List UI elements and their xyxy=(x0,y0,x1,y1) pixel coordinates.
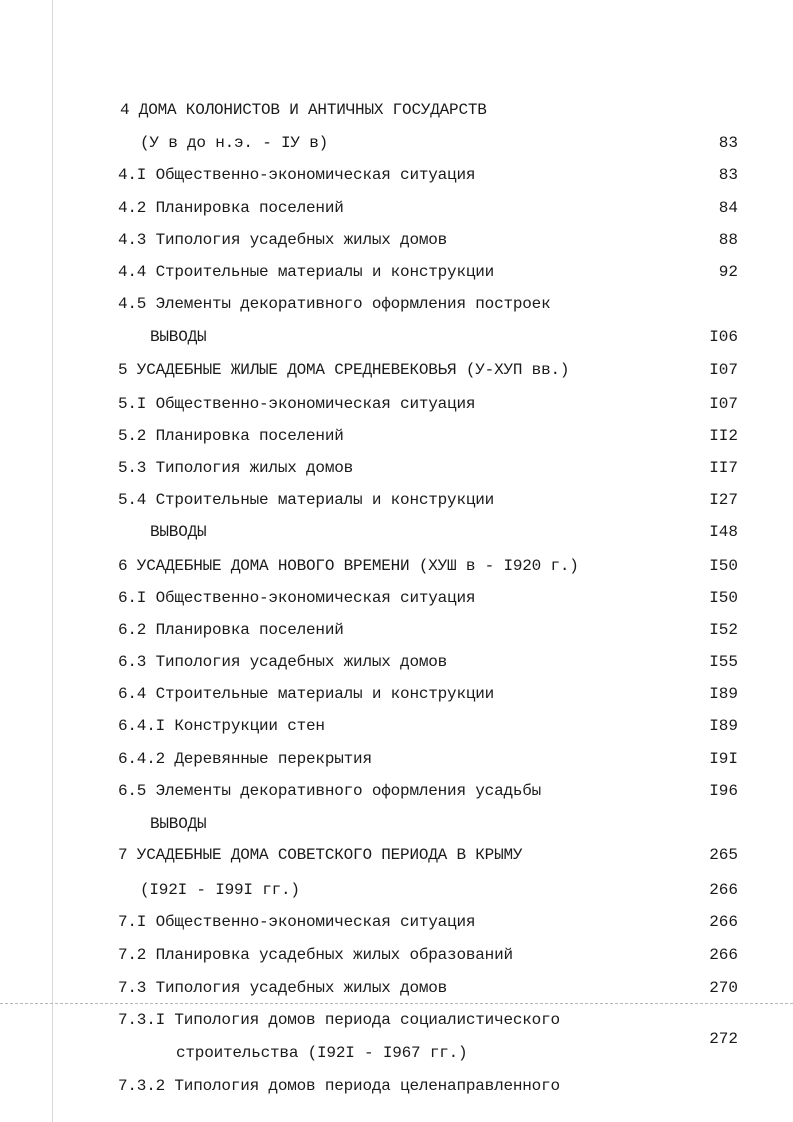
toc-entry-title: 4.I Общественно-экономическая ситуация xyxy=(118,166,476,184)
toc-row xyxy=(0,291,793,317)
toc-entry-page: 92 xyxy=(718,263,738,281)
toc-entry-page: I52 xyxy=(709,621,738,639)
toc-row xyxy=(0,162,793,188)
toc-entry-title: (I92I - I99I гг.) xyxy=(140,881,300,899)
toc-row xyxy=(0,1073,793,1099)
toc-entry-title: 6.4.2 Деревянные перекрытия xyxy=(118,750,372,768)
toc-row xyxy=(0,842,793,868)
toc-entry-title: 6 УСАДЕБНЫЕ ДОМА НОВОГО ВРЕМЕНИ (ХУШ в - I920 г.) xyxy=(118,557,579,575)
toc-entry-title: 4 ДОМА КОЛОНИСТОВ И АНТИЧНЫХ ГОСУДАРСТВ xyxy=(120,101,487,119)
toc-entry-page: II2 xyxy=(709,427,738,445)
toc-row xyxy=(0,617,793,643)
toc-row xyxy=(0,778,793,804)
toc-entry-title: 5.3 Типология жилых домов xyxy=(118,459,354,477)
toc-entry-page: II7 xyxy=(709,459,738,477)
toc-row xyxy=(0,423,793,449)
toc-entry-title: 6.5 Элементы декоративного оформления усадьбы xyxy=(118,782,542,800)
toc-entry-title: 7.2 Планировка усадебных жилых образований xyxy=(118,946,513,964)
toc-row xyxy=(0,681,793,707)
toc-entry-page: 270 xyxy=(709,979,738,997)
toc-entry-page: 266 xyxy=(709,881,738,899)
toc-entry-page: I89 xyxy=(709,685,738,703)
toc-entry-title: 5.I Общественно-экономическая ситуация xyxy=(118,395,476,413)
toc-entry-title: 6.4.I Конструкции стен xyxy=(118,717,325,735)
toc-entry-title: ВЫВОДЫ xyxy=(150,523,207,541)
toc-entry-title: 4.4 Строительные материалы и конструкции xyxy=(118,263,495,281)
toc-entry-page: 265 xyxy=(709,846,738,864)
toc-row xyxy=(0,746,793,772)
toc-row xyxy=(0,811,793,837)
toc-entry-page: I89 xyxy=(709,717,738,735)
toc-entry-page: I96 xyxy=(709,782,738,800)
toc-entry-title: ВЫВОДЫ xyxy=(150,815,207,833)
toc-entry-page: I07 xyxy=(709,395,738,413)
toc-entry-title: 6.2 Планировка поселений xyxy=(118,621,344,639)
toc-row xyxy=(0,975,793,1001)
toc-entry-page: 88 xyxy=(718,231,738,249)
toc-entry-title: ВЫВОДЫ xyxy=(150,328,207,346)
toc-entry-page: 272 xyxy=(709,1030,738,1048)
toc-row xyxy=(0,519,793,545)
toc-row xyxy=(0,1030,793,1066)
toc-entry-page: I27 xyxy=(709,491,738,509)
toc-entry-title: 7.3.I Типология домов периода социалистического xyxy=(118,1011,560,1029)
toc-row xyxy=(0,357,793,383)
toc-entry-title: 5.2 Планировка поселений xyxy=(118,427,344,445)
toc-row xyxy=(0,391,793,417)
toc-entry-page: 266 xyxy=(709,946,738,964)
toc-entry-page: I06 xyxy=(709,328,738,346)
toc-row xyxy=(0,1007,793,1033)
toc-entry-title: (У в до н.э. - IУ в) xyxy=(140,134,329,152)
toc-entry-title: 7.I Общественно-экономическая ситуация xyxy=(118,913,476,931)
toc-entry-page: 83 xyxy=(718,134,738,152)
toc-row xyxy=(0,195,793,221)
toc-row xyxy=(0,455,793,481)
toc-row xyxy=(0,487,793,513)
toc-entry-page: I55 xyxy=(709,653,738,671)
toc-entry-title: 7 УСАДЕБНЫЕ ДОМА СОВЕТСКОГО ПЕРИОДА В КРЫМУ xyxy=(118,846,523,864)
toc-row xyxy=(0,553,793,579)
toc-entry-page: I9I xyxy=(709,750,738,768)
toc-row xyxy=(0,909,793,935)
toc-entry-title: 4.3 Типология усадебных жилых домов xyxy=(118,231,448,249)
toc-entry-page: I50 xyxy=(709,589,738,607)
toc-entry-page: 266 xyxy=(709,913,738,931)
toc-entry-title: 7.3.2 Типология домов периода целенаправленного xyxy=(118,1077,560,1095)
toc-entry-title: 6.I Общественно-экономическая ситуация xyxy=(118,589,476,607)
toc-entry-title: 5.4 Строительные материалы и конструкции xyxy=(118,491,495,509)
toc-row xyxy=(0,259,793,285)
toc-entry-title: 6.3 Типология усадебных жилых домов xyxy=(118,653,448,671)
toc-entry-page: 84 xyxy=(718,199,738,217)
toc-row xyxy=(0,227,793,253)
toc-entry-title: 4.2 Планировка поселений xyxy=(118,199,344,217)
toc-entry-page: I07 xyxy=(709,361,738,379)
toc-row xyxy=(0,942,793,968)
toc-entry-title: строительства (I92I - I967 гг.) xyxy=(176,1044,468,1062)
toc-row xyxy=(0,713,793,739)
toc-row xyxy=(0,324,793,350)
toc-row xyxy=(0,585,793,611)
toc-entry-title: 4.5 Элементы декоративного оформления построек xyxy=(118,295,551,313)
toc-entry-title: 7.3 Типология усадебных жилых домов xyxy=(118,979,448,997)
toc-row xyxy=(0,97,793,123)
toc-entry-page: I50 xyxy=(709,557,738,575)
toc-entry-page: I48 xyxy=(709,523,738,541)
toc-row xyxy=(0,130,793,156)
toc-entry-page: 83 xyxy=(718,166,738,184)
toc-row xyxy=(0,877,793,903)
toc-entry-title: 5 УСАДЕБНЫЕ ЖИЛЫЕ ДОМА СРЕДНЕВЕКОВЬЯ (У-ХУП вв.) xyxy=(118,361,570,379)
toc-row xyxy=(0,649,793,675)
toc-entry-title: 6.4 Строительные материалы и конструкции xyxy=(118,685,495,703)
